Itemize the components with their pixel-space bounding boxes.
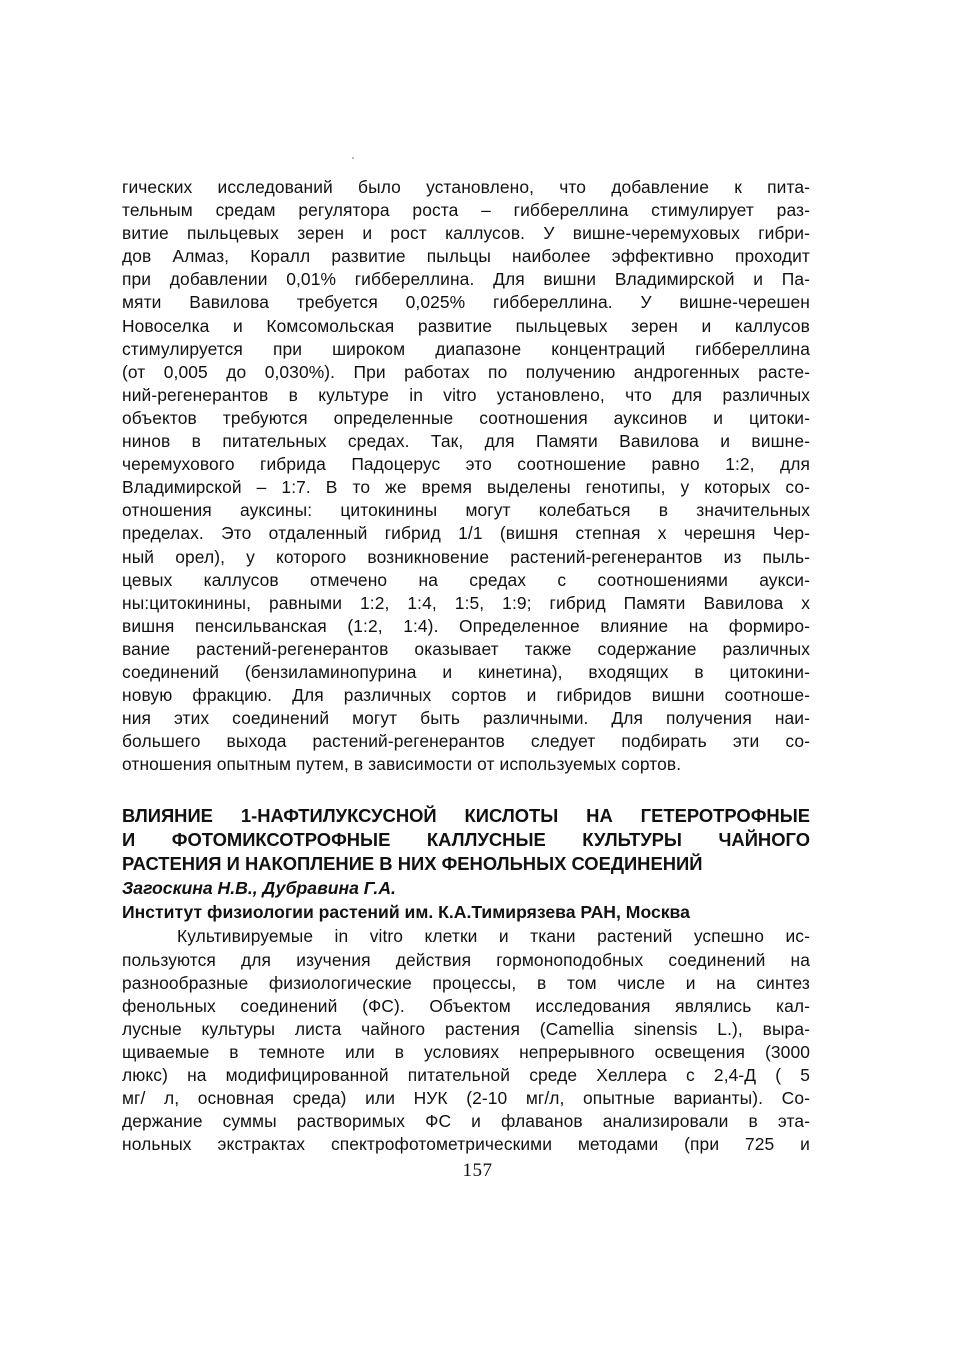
article-title-line: И ФОТОМИКСОТРОФНЫЕ КАЛЛУСНЫЕ КУЛЬТУРЫ ЧАЙНОГО — [122, 829, 810, 851]
text-line: Владимирской – 1:7. В то же время выделены генотипы, у которых со- — [122, 477, 810, 498]
text-line: нинов в питательных средах. Так, для Памяти Вавилова и вишне- — [122, 431, 810, 452]
text-line: тельным средам регулятора роста – гиббереллина стимулирует раз- — [122, 200, 810, 221]
article-title-line: ВЛИЯНИЕ 1-НАФТИЛУКСУСНОЙ КИСЛОТЫ НА ГЕТЕРОТРОФНЫЕ — [122, 805, 810, 827]
scan-speck — [352, 157, 354, 159]
section-gap — [122, 776, 810, 804]
article-heading — [122, 804, 810, 925]
text-line: щиваемые в темноте или в условиях непрерывного освещения (3000 — [122, 1041, 810, 1062]
text-line: ны:цитокинины, равными 1:2, 1:4, 1:5, 1:9; гибрид Памяти Вавилова х — [122, 592, 810, 613]
text-line: нольных экстрактах спектрофотометрическими методами (при 725 и — [122, 1134, 810, 1155]
text-line: мяти Вавилова требуется 0,025% гиббереллина. У вишне-черешен — [122, 292, 810, 313]
text-line: отношения ауксины: цитокинины могут колебаться в значительных — [122, 500, 810, 521]
text-line: Культивируемые in vitro клетки и ткани растений успешно ис- — [177, 926, 810, 947]
text-line: цевых каллусов отмечено на средах с соотношениями аукси- — [122, 569, 810, 590]
text-line: ния этих соединений могут быть различными. Для получения наи- — [122, 708, 810, 729]
text-line: ный орел), у которого возникновение растений-регенерантов из пыль- — [122, 546, 810, 567]
text-line: мг/ л, основная среда) или НУК (2-10 мг/л, опытные варианты). Со- — [122, 1088, 810, 1109]
text-line: объектов требуются определенные соотношения ауксинов и цитоки- — [122, 407, 810, 428]
text-line: стимулируется при широком диапазоне концентраций гиббереллина — [122, 338, 810, 359]
text-line: соединений (бензиламинопурина и кинетина), входящих в цитокини- — [122, 661, 810, 682]
text-line: гических исследований было установлено, что добавление к пита- — [122, 177, 810, 197]
text-line: большего выхода растений-регенерантов следует подбирать эти со- — [122, 731, 810, 752]
text-line: черемухового гибрида Падоцерус это соотношение равно 1:2, для — [122, 454, 810, 475]
body-paragraph — [122, 176, 810, 776]
text-line: вишня пенсильванская (1:2, 1:4). Определенное влияние на формиро- — [122, 615, 810, 636]
text-line: пользуются для изучения действия гормоноподобных соединений на — [122, 949, 810, 970]
text-line: разнообразные физиологические процессы, в том числе и на синтез — [122, 972, 810, 993]
text-line: держание суммы растворимых ФС и флаванов анализировали в эта- — [122, 1111, 810, 1132]
text-line: вание растений-регенерантов оказывает также содержание различных — [122, 638, 810, 659]
page-number: 157 — [462, 1160, 493, 1181]
text-line: при добавлении 0,01% гиббереллина. Для вишни Владимирской и Па- — [122, 269, 810, 290]
article-title-line: РАСТЕНИЯ И НАКОПЛЕНИЕ В НИХ ФЕНОЛЬНЫХ СОЕДИНЕНИЙ — [122, 853, 703, 875]
text-line: (от 0,005 до 0,030%). При работах по получению андрогенных расте- — [122, 361, 810, 382]
text-line: люкс) на модифицированной питательной среде Хеллера с 2,4-Д ( 5 — [122, 1065, 810, 1085]
text-line: фенольных соединений (ФС). Объектом исследования являлись кал- — [122, 995, 810, 1016]
text-line: ний-регенерантов в культуре in vitro установлено, что для различных — [122, 384, 810, 405]
text-line: витие пыльцевых зерен и рост каллусов. У вишне-черемуховых гибри- — [122, 223, 810, 244]
text-line: новую фракцию. Для различных сортов и гибридов вишни соотноше- — [122, 685, 810, 706]
text-line: лусные культуры листа чайного растения (Camellia sinensis L.), выра- — [122, 1018, 810, 1039]
text-line: отношения опытным путем, в зависимости от используемых сортов. — [122, 754, 682, 775]
text-line: пределах. Это отдаленный гибрид 1/1 (вишня степная х черешня Чер- — [122, 523, 810, 544]
text-line: Новоселка и Комсомольская развитие пыльцевых зерен и каллусов — [122, 315, 810, 336]
article-authors: Загоскина Н.В., Дубравина Г.А. — [122, 878, 396, 899]
article-institution: Институт физиологии растений им. К.А.Тимирязева РАН, Москва — [122, 902, 690, 923]
text-column — [122, 176, 810, 1156]
text-line: дов Алмаз, Коралл развитие пыльцы наиболее эффективно проходит — [122, 246, 810, 267]
abstract-paragraph — [122, 925, 810, 1156]
